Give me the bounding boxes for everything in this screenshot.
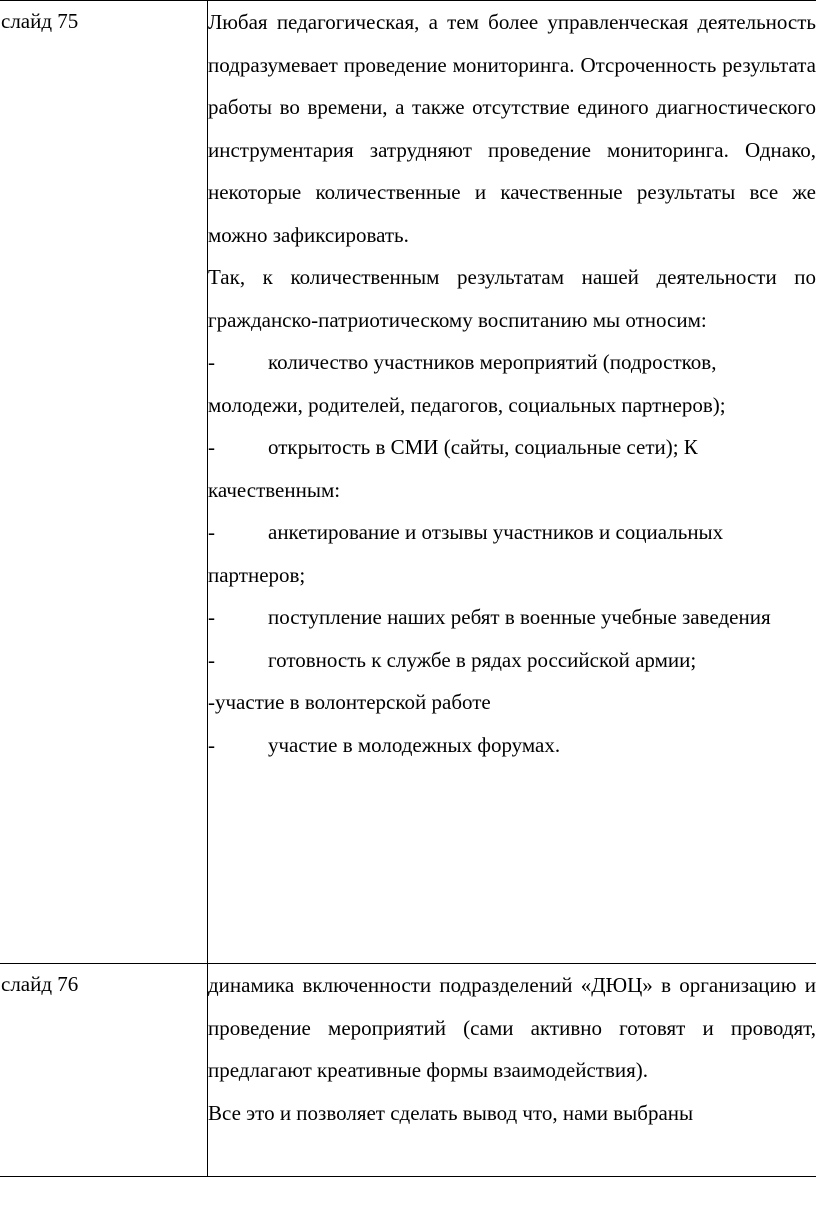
paragraph: Любая педагогическая, а тем более управленческая деятельность подразумевает проведение мониторинга. Отсроченность результата работы во времени, а также отсутствие единого диагностического инструментария затрудняют проведение мониторинга. Однако, некоторые количественные и качественные результаты все же можно зафиксировать.	[208, 10, 816, 247]
list-item-text: готовность к службе в рядах российской армии;	[268, 647, 697, 672]
slide-label-cell	[0, 964, 208, 1177]
slide-label: слайд 75	[1, 9, 79, 33]
list-item	[208, 511, 816, 596]
list-item	[208, 341, 816, 426]
list-item-text: анкетирование и отзывы участников и социальных партнеров;	[208, 520, 724, 587]
dash-marker: -	[208, 520, 215, 544]
list-item-text: поступление наших ребят в военные учебные заведения	[268, 605, 771, 629]
paragraph: динамика включенности подразделений «ДЮЦ» в организацию и проведение мероприятий (сами активно готовят и проводят, предлагают креативные формы взаимодействия).	[208, 973, 816, 1082]
dash-marker: -	[208, 350, 215, 374]
paragraph: Так, к количественным результатам нашей деятельности по гражданско-патриотическому воспитанию мы относим:	[208, 265, 816, 332]
list-item-text: открытость в СМИ (сайты, социальные сети); К качественным:	[208, 435, 698, 502]
paragraph: Все это и позволяет сделать вывод что, нами выбраны	[208, 1100, 694, 1125]
list-item	[208, 724, 816, 767]
slide-text-cell	[208, 1, 816, 964]
table-row	[0, 964, 816, 1177]
table-row	[0, 1, 816, 964]
dash-marker: -	[208, 605, 215, 629]
list-item	[208, 426, 816, 511]
dash-marker: -	[208, 647, 215, 672]
list-item-text: количество участников мероприятий (подростков, молодежи, родителей, педагогов, социальных партнеров);	[208, 350, 726, 417]
dash-marker: -	[208, 732, 215, 757]
list-item	[208, 639, 816, 682]
list-item	[208, 596, 816, 639]
dash-marker: -	[208, 435, 215, 459]
list-item-text: участие в молодежных форумах.	[268, 732, 561, 757]
slide-label: слайд 76	[1, 972, 79, 996]
list-item: -участие в волонтерской работе	[208, 690, 491, 714]
slide-text-cell	[208, 964, 816, 1177]
slide-label-cell	[0, 1, 208, 964]
